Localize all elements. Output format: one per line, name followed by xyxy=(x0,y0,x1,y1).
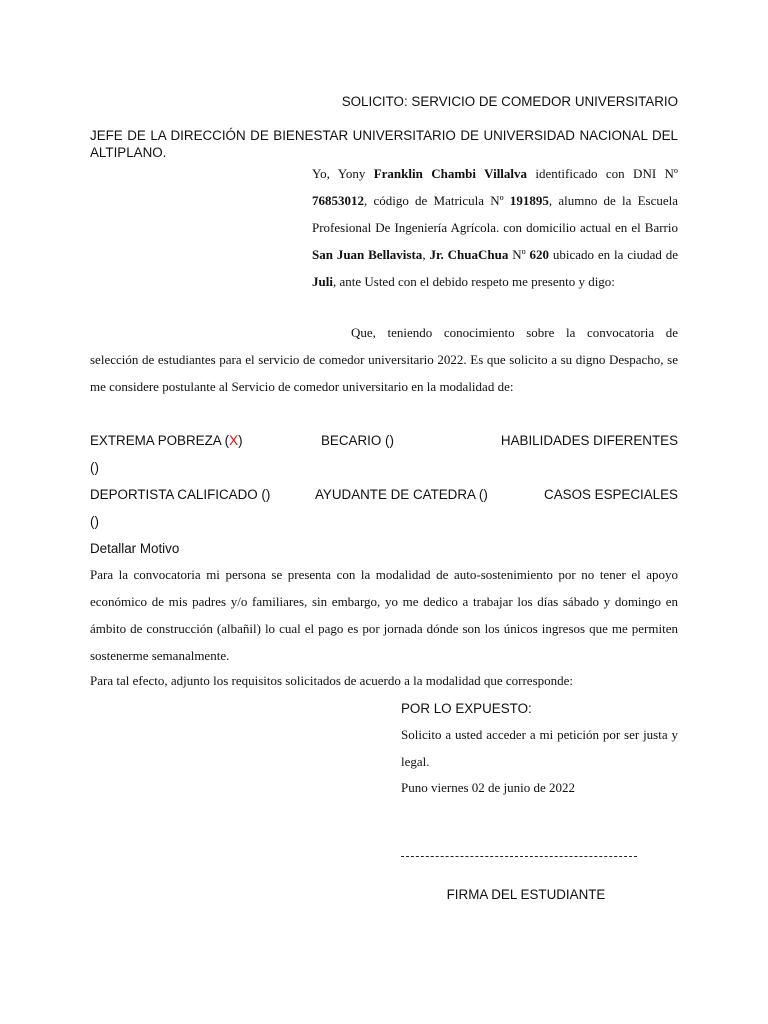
intro-text: Yo, Yony xyxy=(312,166,374,181)
student-name: Franklin Chambi Villalva xyxy=(373,166,528,181)
option-becario: BECARIO () xyxy=(321,433,394,448)
barrio-name: San Juan Bellavista xyxy=(312,247,423,263)
intro-text: , ante Usted con el debido respeto me presento y digo: xyxy=(332,274,615,290)
option-deportista: DEPORTISTA CALIFICADO () xyxy=(90,487,271,502)
closing-request: Solicito a usted acceder a mi petición por ser justa y legal. xyxy=(401,727,678,770)
matricula-number: 191895 xyxy=(509,193,549,209)
subject-line: SOLICITO: SERVICIO DE COMEDOR UNIVERSITARIO xyxy=(341,94,678,109)
option-habilidades-paren: () xyxy=(90,460,99,475)
option-mark: X xyxy=(229,433,239,448)
intro-text: ubicado en la ciudad de xyxy=(548,247,678,263)
motive-paragraph: Para la convocatoria mi persona se presenta con la modalidad de auto-sostenimiento por no tener el apoyo económico de mis padres y/o familiares, sin embargo, yo me dedico a trabajar los días sábado y domingo en ámbito de construcción (albañil) lo cual el pago es por jornada dónde son los únicos ingresos que me permiten sostenerme semanalmente. xyxy=(90,567,678,664)
option-ayudante: AYUDANTE DE CATEDRA () xyxy=(315,487,488,502)
dni-number: 76853012 xyxy=(312,193,364,209)
option-close: ) xyxy=(238,433,243,448)
intro-paragraph xyxy=(312,160,678,295)
intro-text: , código de Matricula Nº xyxy=(364,193,510,209)
intro-text: , alumno de la Escuela Profesional De Ingeniería Agrícola. con domicilio actual en el Barrio xyxy=(312,193,678,236)
addressee: JEFE DE LA DIRECCIÓN DE BIENESTAR UNIVERSITARIO DE UNIVERSIDAD NACIONAL DEL ALTIPLANO. xyxy=(90,128,678,160)
house-number: 620 xyxy=(529,247,549,263)
street-name: Jr. ChuaChua xyxy=(429,247,509,263)
request-paragraph: Que, teniendo conocimiento sobre la convocatoria de selección de estudiantes para el servicio de comedor universitario 2022. Es que solicito a su digno Despacho, se me considere postulante al Servicio de comedor universitario en la modalidad de: xyxy=(90,325,678,395)
option-extrema-pobreza xyxy=(90,432,243,450)
signature-line xyxy=(401,856,637,857)
city-name: Juli xyxy=(312,274,333,290)
signature-label: FIRMA DEL ESTUDIANTE xyxy=(446,887,606,902)
option-label: EXTREMA POBREZA ( xyxy=(90,433,230,448)
intro-text: Nº xyxy=(508,247,530,263)
option-casos-especiales: CASOS ESPECIALES xyxy=(544,487,678,502)
intro-text: identificado con DNI Nº xyxy=(527,166,678,181)
attachment-paragraph: Para tal efecto, adjunto los requisitos solicitados de acuerdo a la modalidad que corresponde: xyxy=(90,673,574,688)
closing-date: Puno viernes 02 de junio de 2022 xyxy=(401,780,576,795)
closing-heading: POR LO EXPUESTO: xyxy=(401,701,532,716)
detail-label: Detallar Motivo xyxy=(90,541,180,556)
intro-text: , xyxy=(422,247,430,263)
option-habilidades: HABILIDADES DIFERENTES xyxy=(500,433,678,448)
option-casos-paren: () xyxy=(90,514,99,529)
